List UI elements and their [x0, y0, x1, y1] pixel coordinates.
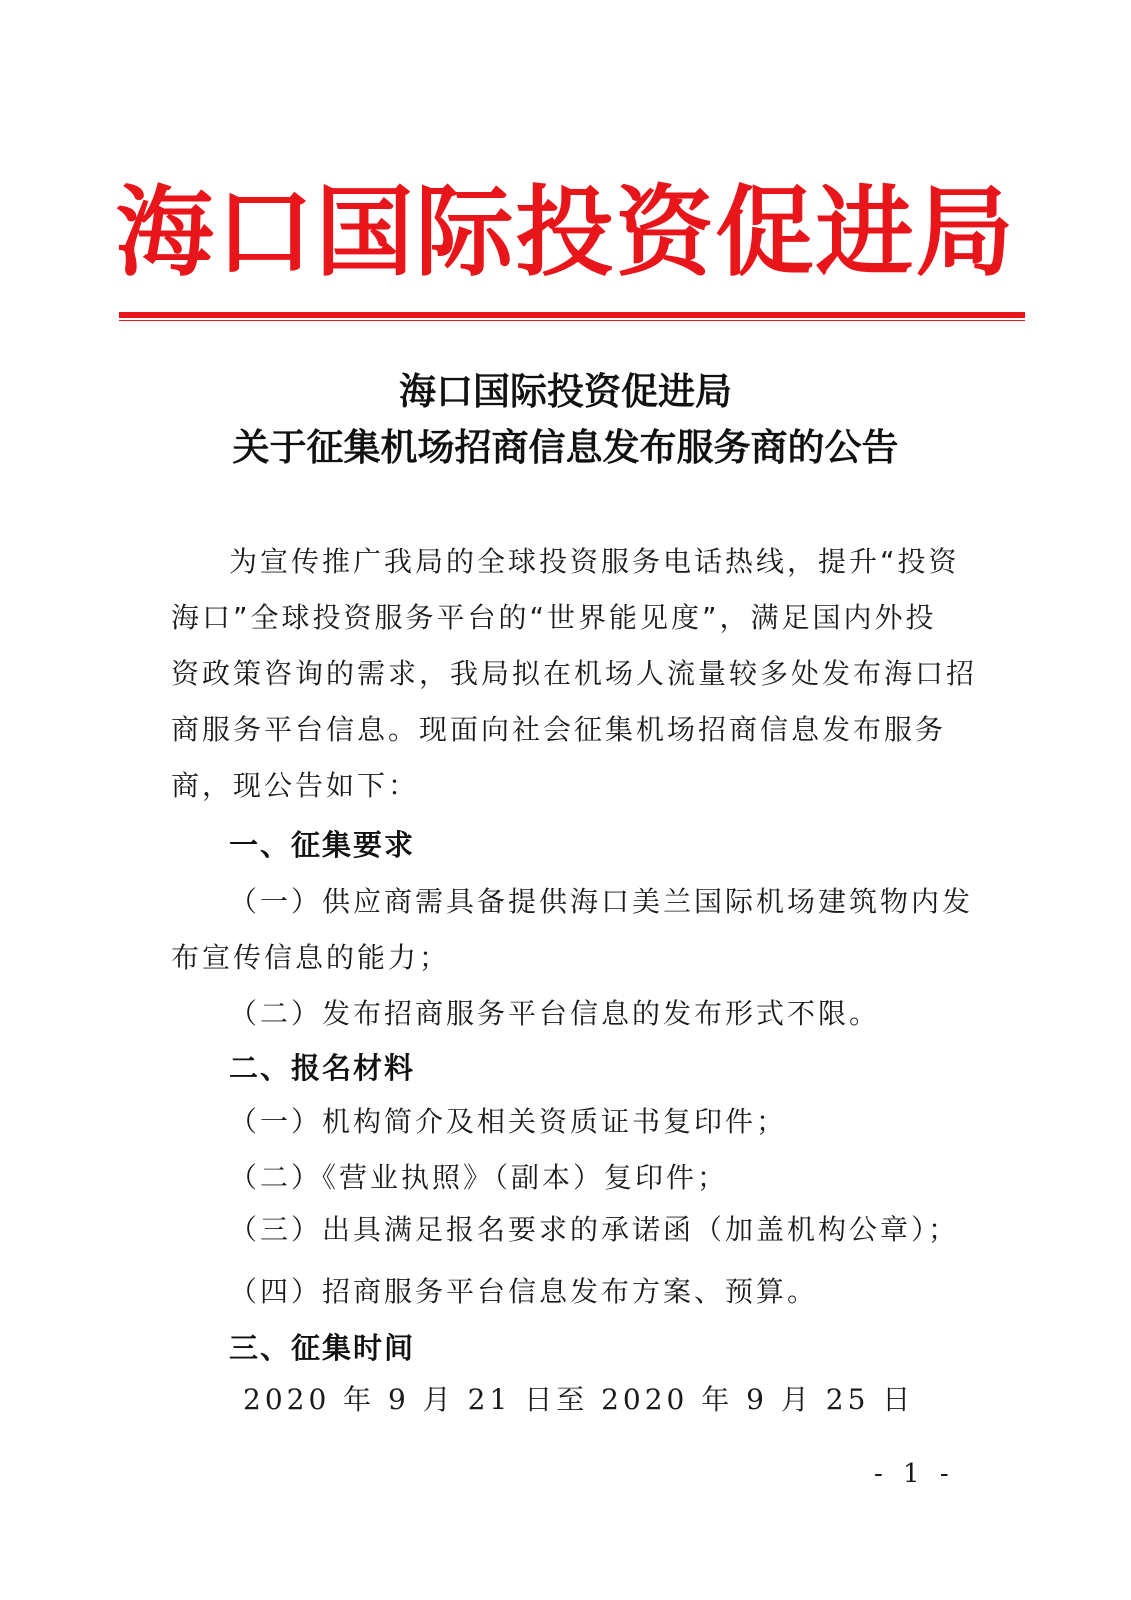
- item-text: （二）发布招商服务平台信息的发布形式不限。: [229, 997, 881, 1030]
- section-heading-materials: 二、报名材料: [229, 1051, 416, 1085]
- document-title-line-1: 海口国际投资促进局: [399, 369, 732, 413]
- item-text: （二）《营业执照》（副本）复印件；: [229, 1161, 729, 1194]
- item-text: （一）机构简介及相关资质证书复印件；: [229, 1105, 788, 1138]
- collection-date-range: 2020 年 9 月 21 日至 2020 年 9 月 25 日: [243, 1383, 915, 1416]
- requirement-item: [171, 986, 951, 1042]
- intro-line: 资政策咨询的需求，我局拟在机场人流量较多处发布海口招: [171, 657, 978, 690]
- item-text-continued: 布宣传信息的能力；: [171, 941, 451, 974]
- agency-masthead: 海口国际投资促进局: [115, 175, 1016, 290]
- intro-line: 商，现公告如下：: [171, 769, 420, 802]
- intro-line: 海口”全球投资服务平台的“世界能见度”，满足国内外投: [171, 601, 937, 634]
- red-header-rule-thin: [119, 320, 1025, 321]
- intro-line: 为宣传推广我局的全球投资服务电话热线，提升“投资: [229, 545, 960, 578]
- intro-line: 商服务平台信息。现面向社会征集机场招商信息发布服务: [171, 713, 947, 746]
- material-item: [171, 1264, 951, 1320]
- material-item: [171, 1150, 951, 1206]
- page-number: - 1 -: [874, 1459, 955, 1489]
- section-heading-requirements: 一、征集要求: [229, 828, 416, 862]
- material-item: [171, 1202, 960, 1258]
- section-heading-time: 三、征集时间: [229, 1331, 416, 1365]
- item-text: （三）出具满足报名要求的承诺函（加盖机构公章）；: [229, 1213, 960, 1246]
- item-text: （一）供应商需具备提供海口美兰国际机场建筑物内发: [229, 885, 974, 918]
- document-title-line-2: 关于征集机场招商信息发布服务商的公告: [232, 425, 899, 469]
- requirement-item: [171, 874, 974, 986]
- red-header-rule: [119, 312, 1025, 318]
- material-item: [171, 1094, 951, 1150]
- item-text: （四）招商服务平台信息发布方案、预算。: [229, 1275, 819, 1308]
